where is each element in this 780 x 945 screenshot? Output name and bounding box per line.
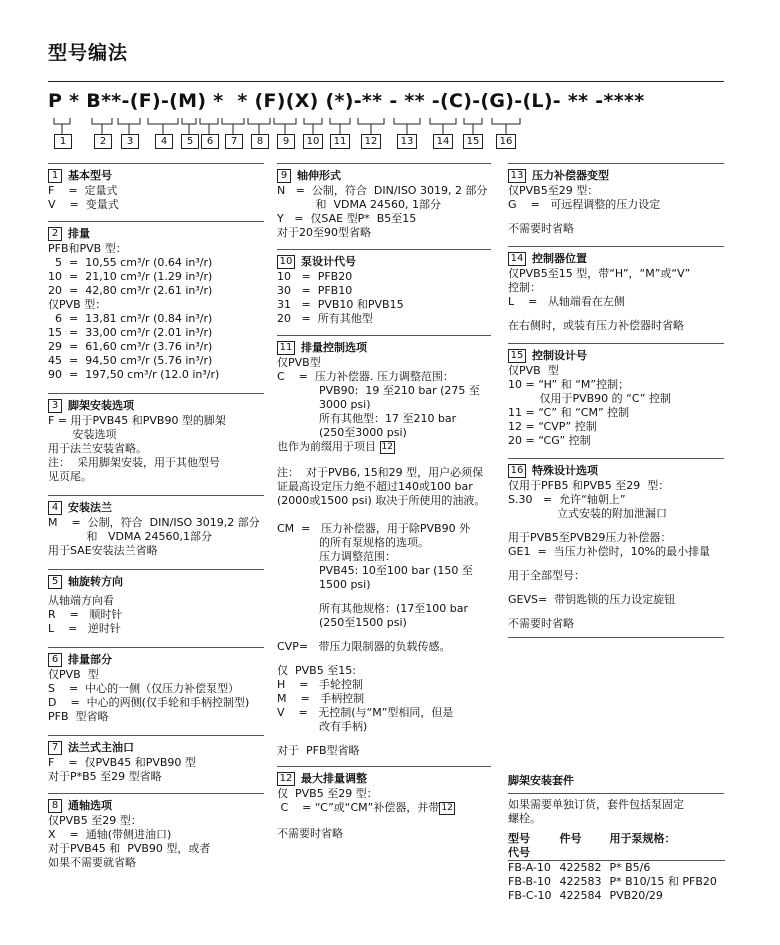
section-displacement [48,221,264,382]
section-thru-shaft [48,793,264,870]
option-row: 45 = 94,50 cm³/r (5.76 in³/r) [48,354,213,367]
position-number: 4 [155,134,173,149]
position-number: 11 [330,134,350,149]
section-number-box: 5 [48,575,62,589]
section-number-box: 16 [508,464,526,478]
section-divider [508,343,724,344]
section-mount-flange [48,495,264,558]
option-row: 不需要时省略 [277,827,343,840]
section-title: 通轴选项 [68,799,112,812]
section-number-box: 2 [48,227,62,241]
option-row: V = 无控制(与“M”型相同，但是 [277,706,454,719]
position-number: 6 [201,134,219,149]
option-row: M = 手柄控制 [277,692,365,705]
option-row: 10 = PFB20 [277,270,353,283]
option-row: PFB 型省略 [48,710,109,723]
section-title: 控制器位置 [532,252,587,265]
option-row: 12 = “CVP” 控制 [508,420,597,433]
table-cell: P* B5/6 [609,861,651,874]
section-divider [277,163,491,164]
option-row: 对于P*B5 至29 型省略 [48,770,162,783]
option-row: 注： 采用脚架安装，用于其他型号 [48,456,220,469]
option-row: 15 = 33,00 cm³/r (2.01 in³/r) [48,326,213,339]
option-row: F = 用于PVB45 和PVB90 型的脚架 [48,414,226,427]
kits-header-row [508,846,725,860]
table-row [508,861,725,875]
option-row: 所有其他型：17 至210 bar [277,412,457,425]
option-row: H = 手轮控制 [277,678,363,691]
option-row: 不需要时省略 [508,617,574,630]
section-basic-type [48,163,264,212]
option-row: 从轴端方向看 [48,594,114,607]
section-number-box: 13 [508,169,526,183]
option-row: 和 VDMA 24560, 1部分 [277,198,441,211]
section-divider [48,735,264,736]
section-rotation [48,569,264,636]
option-row: 用于PVB5至PVB29压力补偿器： [508,531,672,544]
option-row: 仅用于PFB5 和PVB5 至29 型： [508,479,670,492]
option-row: 用于全部型号： [508,569,585,582]
foot-mount-kits [508,769,724,903]
warning-note: 注： 对于PVB6, 15和29 型，用户必须保 [277,466,484,479]
section-flange-port [48,735,264,784]
option-row [508,607,724,617]
option-row: C = 压力补偿器. 压力调整范围： [277,370,454,383]
section-foot-mount [48,393,264,484]
option-row: 的所有泵规格的选项。 [277,536,429,549]
option-row: 10 = 21,10 cm³/r (1.29 in³/r) [48,270,213,283]
option-row: 安装选项 [48,428,117,441]
kits-header: 型号 [508,832,530,845]
section-special-design [508,458,724,638]
option-row [508,559,724,569]
option-row: 90 = 197,50 cm³/r (12.0 in³/r) [48,368,220,381]
position-number: 15 [463,134,483,149]
section-divider [48,495,264,496]
section-max-displacement [277,766,491,841]
option-row: 用于法兰安装省略。 [48,442,147,455]
section-number-box: 7 [48,741,62,755]
option-row: 仅PVB 型 [508,364,559,377]
section-number-box: 3 [48,399,62,413]
option-row: 如果不需要就省略 [48,856,136,869]
option-row: M = 公制，符合 DIN/ISO 3019,2 部分 [48,516,260,529]
option-row: S = 中心的一侧（仅压力补偿泵型） [48,682,240,695]
section-control-options [277,335,491,758]
kits-desc: 螺栓。 [508,812,541,825]
kits-header: 代号 [508,846,530,859]
section-divider [48,793,264,794]
option-row: 仅PVB5 至29 型： [48,814,142,827]
warning-note: 证最高设定压力绝不超过140或100 bar [277,480,473,493]
option-row: L = 从轴端看在左侧 [508,295,625,308]
option-row: 仅 PVB5 至15: [277,664,356,677]
option-row: 1500 psi) [277,578,371,591]
section-title: 轴旋转方向 [68,575,123,588]
section-title: 最大排量调整 [301,772,367,785]
section-title: 泵设计代号 [301,255,356,268]
kits-header-row [508,832,725,846]
section-number-box: 9 [277,169,291,183]
option-row: 对于PVB45 和 PVB90 型，或者 [48,842,211,855]
option-row: F = 仅PVB45 和PVB90 型 [48,756,196,769]
section-compensator-variant [508,163,724,236]
option-row: (250至3000 psi) [277,426,407,439]
kits-header: 件号 [559,832,582,845]
section-title: 压力补偿器变型 [532,169,609,182]
section-number-box: 10 [277,255,295,269]
position-number: 2 [94,134,112,149]
section-divider [508,458,724,459]
option-row: PVB90: 19 至210 bar (275 至 [277,384,480,397]
option-row: CVP= 带压力限制器的负载传感。 [277,640,451,653]
section-title: 法兰式主油口 [68,741,134,754]
position-number: 16 [496,134,516,149]
section-title: 安装法兰 [68,501,112,514]
option-row [508,309,724,319]
section-divider [277,249,491,250]
option-row: 仅PVB5至29 型： [508,184,599,197]
position-number: 7 [225,134,243,149]
kits-title: 脚架安装套件 [508,774,574,787]
option-row: X = 通轴(带侧进油口) [48,828,172,841]
title-rule [48,81,724,82]
option-row: 对于20至90型省略 [277,226,371,239]
section-divider [508,793,724,794]
option-row: V = 变量式 [48,198,119,211]
section-title: 轴伸形式 [297,169,341,182]
section-control-design [508,343,724,448]
section-title: 排量控制选项 [301,341,367,354]
option-row [508,583,724,593]
prefix-note-text: 也作为前缀用于项目 [277,440,380,453]
option-row: L = 逆时针 [48,622,121,635]
section-title: 排量 [68,227,90,240]
kits-desc: 如果需要单独订货，套件包括泵固定 [508,798,684,811]
option-row: 不需要时省略 [508,222,574,235]
option-row: F = 定量式 [48,184,118,197]
option-row: CM = 压力补偿器，用于除PVB90 外 [277,522,471,535]
option-row: 6 = 13,81 cm³/r (0.84 in³/r) [48,312,213,325]
option-row: 仅PVB 型： [48,298,107,311]
option-row: R = 顺时针 [48,608,123,621]
table-cell: 422584 [559,889,602,902]
option-row: GE1 = 当压力补偿时，10%的最小排量 [508,545,711,558]
option-row: 压力调整范围： [277,550,396,563]
option-row: 仅 PVB5 至29 型： [277,787,378,800]
section-divider [48,221,264,222]
table-cell: P* B10/15 和 PFB20 [609,875,717,888]
section-divider [508,163,724,164]
option-row: PFB和PVB 型： [48,242,127,255]
option-row-text: C = “C”或“CM”补偿器，并带 [277,801,440,814]
section-divider [48,647,264,648]
column-1 [48,163,264,870]
option-row: 20 = “CG” 控制 [508,434,591,447]
table-cell: FB-B-10 [508,875,551,888]
table-row [508,889,725,903]
item-ref-box: 12 [381,441,393,452]
option-row: 20 = 42,80 cm³/r (2.61 in³/r) [48,284,213,297]
section-number-box: 15 [508,349,526,363]
section-number-box: 14 [508,252,526,266]
page-title: 型号编法 [48,42,129,64]
option-row: (250至1500 psi) [277,616,407,629]
option-row [508,212,724,222]
option-row: 30 = PFB10 [277,284,353,297]
option-row: 见页尾。 [48,470,92,483]
table-cell: PVB20/29 [609,889,663,902]
section-divider [508,246,724,247]
option-row: GEVS= 带钥匙锁的压力设定旋钮 [508,593,676,606]
section-design-code [277,249,491,326]
position-number: 1 [54,134,72,149]
option-row: 所有其他规格：(17至100 bar [277,602,468,615]
warning-note: (2000或1500 psi) 取决于所使用的油液。 [277,494,486,507]
option-row: 在右侧时，或装有压力补偿器时省略 [508,319,684,332]
section-title: 脚架安装选项 [68,399,134,412]
section-shaft [277,163,491,240]
table-cell: FB-A-10 [508,861,551,874]
option-row: N = 公制，符合 DIN/ISO 3019, 2 部分 [277,184,488,197]
option-row: PVB45: 10至100 bar (150 至 [277,564,473,577]
option-row: 11 = “C” 和 “CM” 控制 [508,406,630,419]
option-row: S.30 = 允许“轴朝上” [508,493,626,506]
section-displacement-side [48,647,264,724]
option-row: 29 = 61,60 cm³/r (3.76 in³/r) [48,340,213,353]
position-number: 12 [361,134,381,149]
position-number: 3 [121,134,139,149]
kits-table [508,832,725,903]
option-row: 仅PVB5至15 型，带“H”，“M”或“V” [508,267,691,280]
section-divider [508,637,724,638]
option-row: 仅PVB 型 [48,668,99,681]
column-2 [277,163,491,841]
option-row: 31 = PVB10 和PVB15 [277,298,404,311]
option-row: 控制： [508,281,541,294]
option-row: 3000 psi) [277,398,371,411]
option-row: 仅PVB型 [277,356,321,369]
section-divider [48,393,264,394]
table-cell: FB-C-10 [508,889,552,902]
section-number-box: 6 [48,653,62,667]
position-number: 10 [303,134,323,149]
section-title: 基本型号 [68,169,112,182]
option-row [508,521,724,531]
option-row: 和 VDMA 24560,1部分 [48,530,212,543]
model-code-line: P * B**-(F)-(M) * * (F)(X) (*)-** - ** -(C)-(G)-(L)- ** -**** [48,90,645,112]
section-number-box: 8 [48,799,62,813]
section-title: 特殊设计选项 [532,464,598,477]
option-row: 改有手柄) [277,720,368,733]
option-row: 对于 PFB型省略 [277,744,360,757]
table-cell: 422583 [559,875,602,888]
table-cell: 422582 [559,861,602,874]
option-row: 立式安装的附加泄漏口 [508,507,667,520]
prefix-note [277,440,491,454]
option-row: 仅用于PVB90 的 “C” 控制 [508,392,671,405]
position-number: 5 [181,134,199,149]
kits-header: 用于泵规格： [609,832,676,845]
option-row: D = 中心的两侧(仅手轮和手柄控制型) [48,696,250,709]
item-ref-box: 12 [441,802,453,813]
position-number: 14 [433,134,453,149]
position-number: 13 [397,134,417,149]
column-3 [508,163,724,902]
section-title: 排量部分 [68,653,112,666]
section-number-box: 12 [277,772,295,786]
section-divider [277,766,491,767]
table-row [508,875,725,889]
section-divider [277,335,491,336]
section-divider [48,163,264,164]
section-number-box: 11 [277,341,295,355]
section-title: 控制设计号 [532,349,587,362]
code-bracket-lines [0,112,780,142]
option-row: 10 = “H” 和 “M”控制； [508,378,630,391]
option-row: 用于SAE安装法兰省略 [48,544,158,557]
section-divider [48,569,264,570]
section-number-box: 1 [48,169,62,183]
option-row [277,801,491,815]
position-number: 8 [251,134,269,149]
option-row: G = 可远程调整的压力设定 [508,198,661,211]
option-row: 20 = 所有其他型 [277,312,373,325]
section-number-box: 4 [48,501,62,515]
section-controller-position [508,246,724,333]
position-number: 9 [277,134,295,149]
option-row: Y = 仅SAE 型P* B5至15 [277,212,417,225]
option-row: 5 = 10,55 cm³/r (0.64 in³/r) [48,256,213,269]
